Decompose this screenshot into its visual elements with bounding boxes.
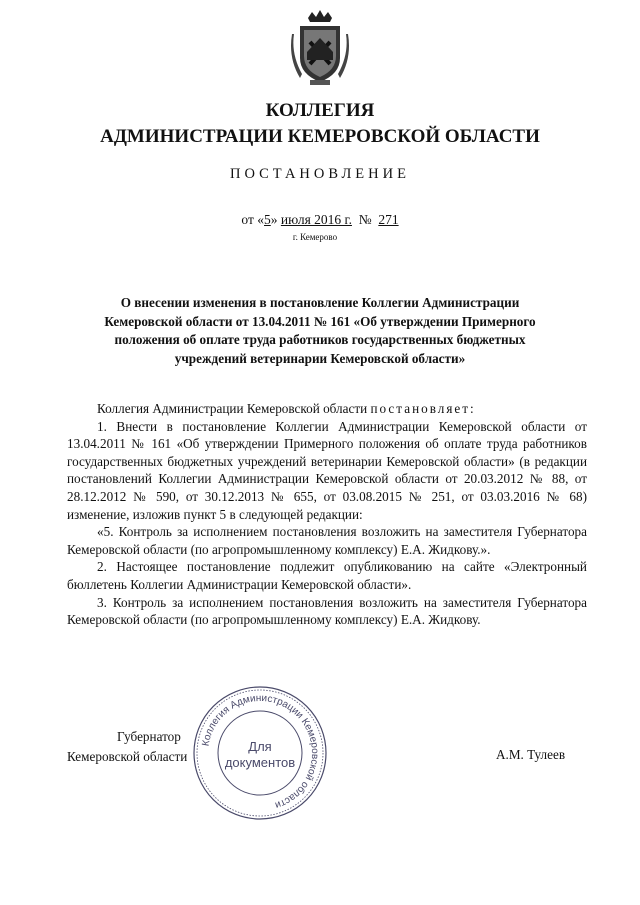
document-title: О внесении изменения в постановление Коллегии Администрации Кемеровской области от 13.04.2011 № 161 «Об утверждении Примерного положения об оплате труда работников государственных бюджетных учреждений ветеринарии Кемеровской области» — [104, 295, 536, 366]
intro-paragraph — [67, 400, 587, 418]
city-label: г. Кемерово — [292, 232, 338, 242]
signatory-name: А.М. Тулеев — [496, 747, 566, 762]
paragraph-1: 1. Внести в постановление Коллегии Администрации Кемеровской области от 13.04.2011 № 161 «Об утверждении Примерного положения об оплате труда работников государственных бюджетных учреждений ветеринарии Кемеровской области» (в редакции постановлений Коллегии Администрации Кемеровской области от 20.03.2012 № 88, от 28.12.2012 № 590, от 30.12.2013 № 655, от 03.08.2015 № 251, от 03.03.2016 № 68) изменение, изложив пункт 5 в следующей редакции: — [67, 418, 587, 522]
coat-of-arms-emblem — [290, 8, 350, 88]
document-type: ПОСТАНОВЛЕНИЕ — [230, 166, 410, 182]
intro-spaced-text: постановляет: — [370, 401, 476, 416]
quoted-paragraph: «5. Контроль за исполнением постановления возложить на заместителя Губернатора Кемеровской области (по агропромышленному комплексу) Е.А. Жидкову.». — [67, 524, 587, 557]
signature-title-line-1: Губернатор — [117, 729, 181, 744]
official-stamp — [190, 683, 330, 823]
number-label: № — [358, 212, 372, 227]
paragraph-3: 3. Контроль за исполнением постановления возложить на заместителя Губернатора Кемеровской области (по агропромышленному комплексу) Е.А. Жидкову. — [67, 594, 587, 628]
date-month-year: июля 2016 г. — [280, 212, 352, 227]
document-body — [67, 400, 587, 629]
document-number: 271 — [378, 212, 399, 227]
intro-text: Коллегия Администрации Кемеровской области — [97, 401, 368, 416]
date-line — [0, 212, 640, 228]
signature-title — [67, 727, 187, 767]
stamp-center-line-1: Для — [248, 739, 272, 754]
header-line-1: КОЛЛЕГИЯ — [265, 100, 375, 121]
signature-title-line-2: Кемеровской области — [67, 749, 188, 764]
paragraph-2: 2. Настоящее постановление подлежит опубликованию на сайте «Электронный бюллетень Коллегии Администрации Кемеровской области». — [67, 559, 587, 592]
stamp-center-line-2: документов — [224, 755, 296, 770]
stamp-ring-text: Коллегия Администрации Кемеровской области — [200, 692, 321, 811]
header-line-2: АДМИНИСТРАЦИИ КЕМЕРОВСКОЙ ОБЛАСТИ — [100, 126, 540, 147]
date-day: 5 — [264, 212, 271, 227]
date-prefix: от « — [241, 212, 265, 227]
date-mid: » — [270, 212, 281, 227]
